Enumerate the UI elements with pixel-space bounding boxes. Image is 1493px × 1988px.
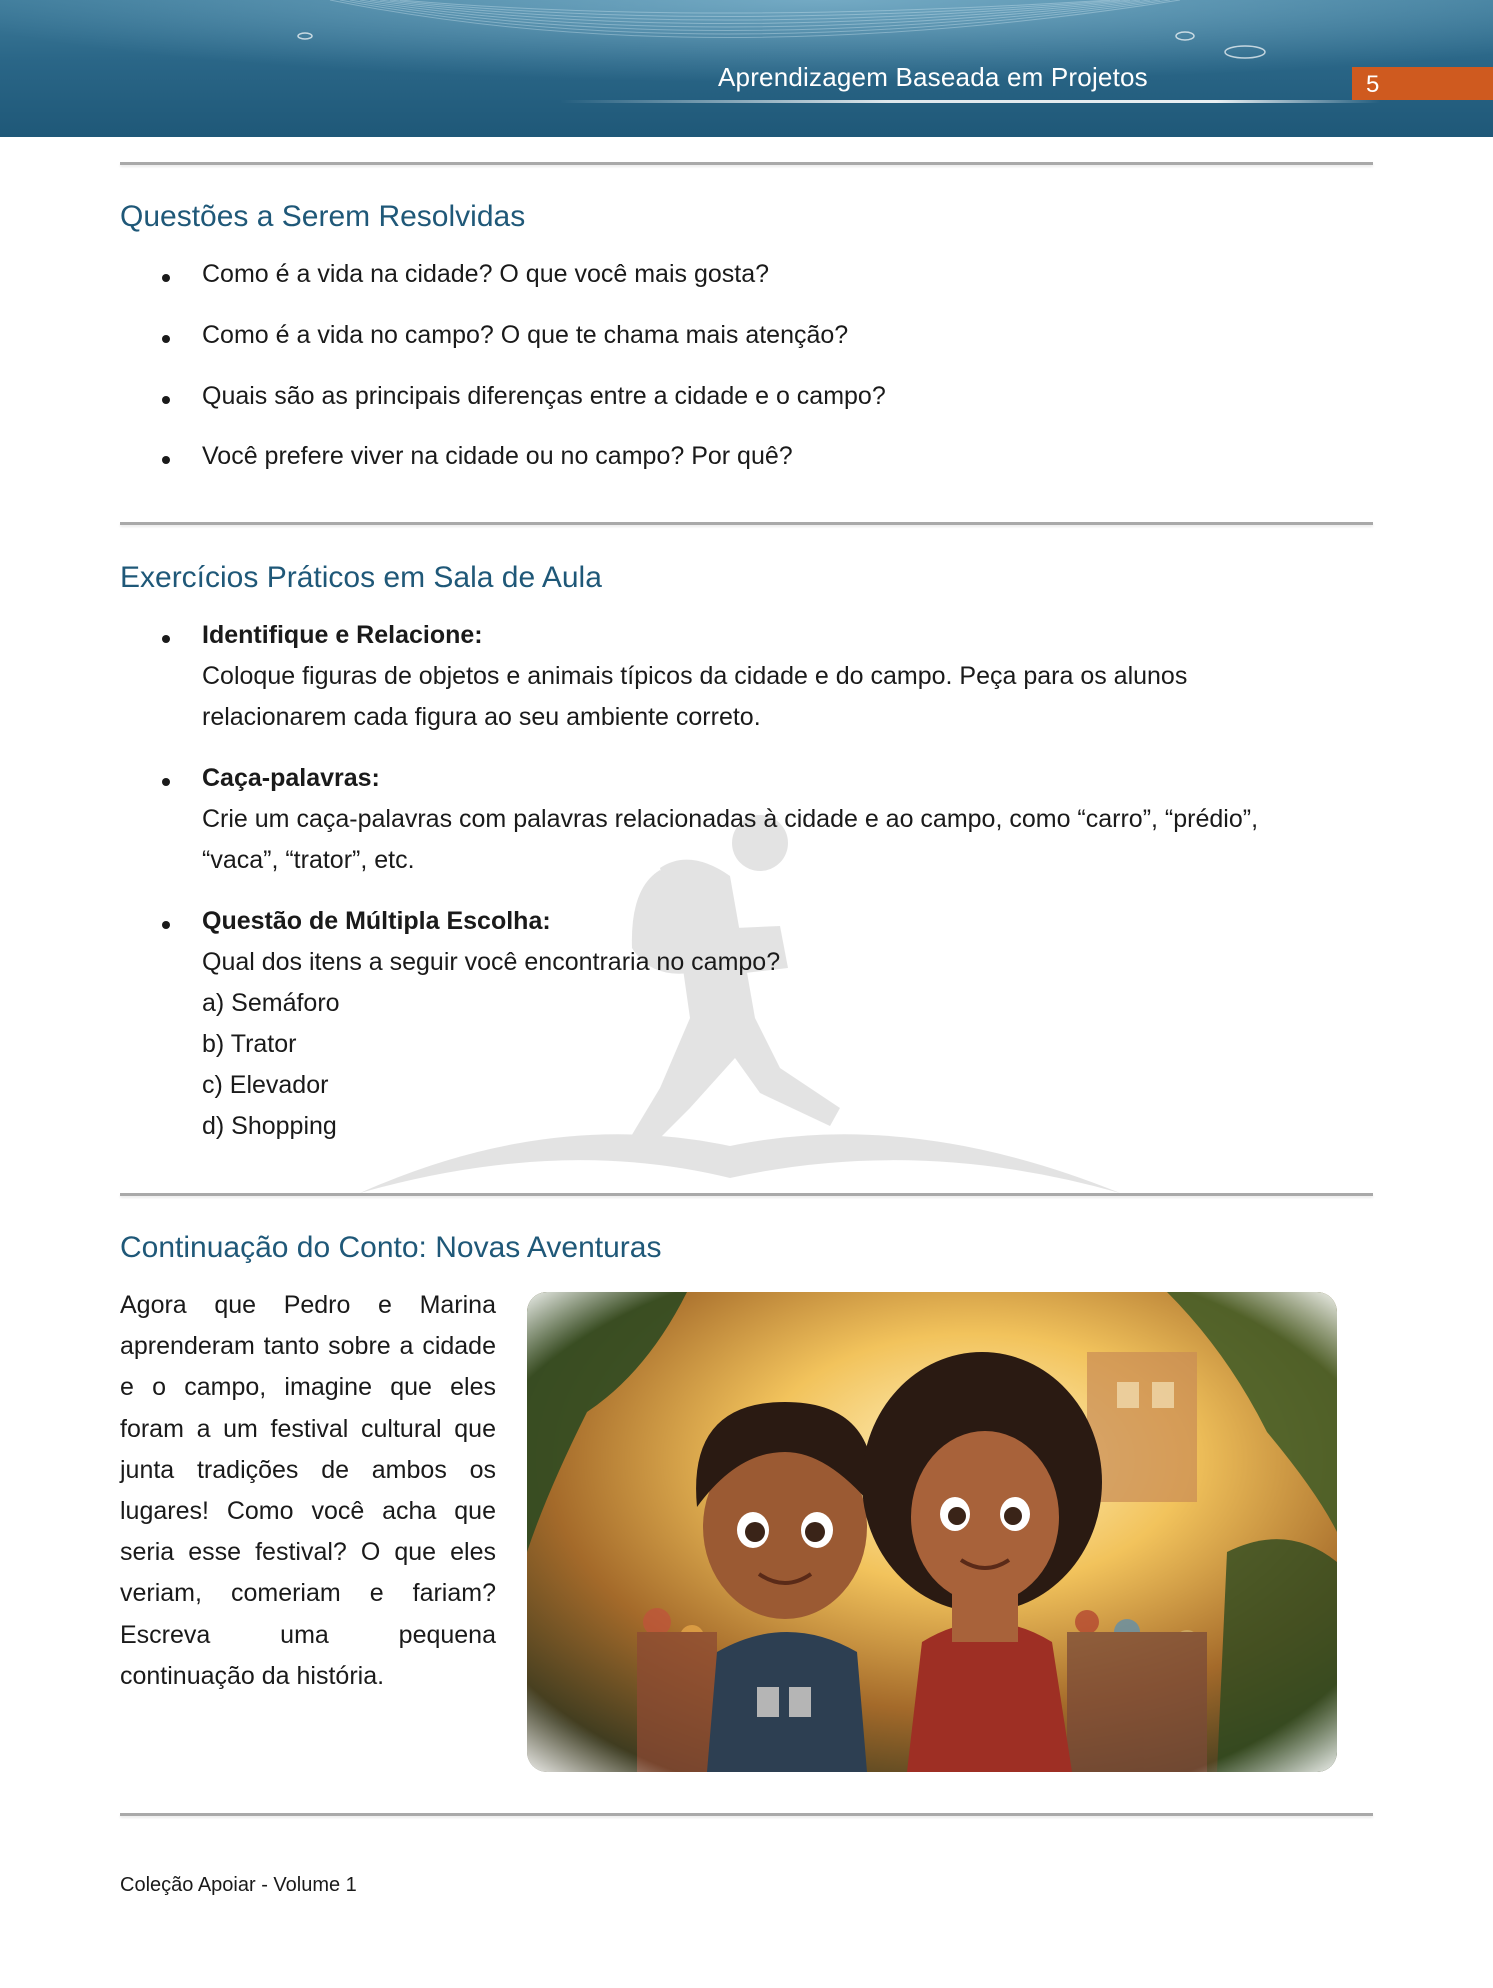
section-divider [120,522,1373,525]
page-header [0,0,1493,137]
question-text: Como é a vida na cidade? O que você mais gosta? [202,260,770,288]
question-text: Como é a vida no campo? O que te chama mais atenção? [202,321,849,349]
exercise-heading: Caça-palavras: [202,764,380,792]
exercise-heading: Questão de Múltipla Escolha: [202,907,551,935]
section-divider [120,162,1373,165]
answer-option: c) Elevador [202,1071,329,1099]
exercise-line: relacionarem cada figura ao seu ambiente correto. [202,703,761,731]
bullet-icon [162,921,170,929]
footer-divider [120,1813,1373,1816]
question-text: Você prefere viver na cidade ou no campo? Por quê? [202,442,793,470]
answer-option: b) Trator [202,1030,297,1058]
exercise-line: Coloque figuras de objetos e animais típicos da cidade e do campo. Peça para os alunos [202,662,1188,690]
answer-option: a) Semáforo [202,989,340,1017]
bullet-icon [162,635,170,643]
children-festival-illustration [527,1292,1337,1772]
exercise-heading: Identifique e Relacione: [202,621,483,649]
bullet-icon [162,274,170,282]
header-divider [560,100,1380,103]
student-book-watermark-icon [360,808,1120,1200]
bullet-icon [162,456,170,464]
story-illustration [527,1292,1337,1772]
exercise-line: “vaca”, “trator”, etc. [202,846,415,874]
section-title-questions: Questões a Serem Resolvidas [120,200,526,233]
story-paragraph: Agora que Pedro e Marina aprenderam tanto sobre a cidade e o campo, imagine que eles foram a um festival cultural que junta tradições de ambos os lugares! Como você acha que seria esse festival? O que eles veriam, comeriam e fariam? Escreva uma pequena continuação da história. [120,1291,496,1690]
bullet-icon [162,396,170,404]
footer-text: Coleção Apoiar - Volume 1 [120,1874,357,1896]
exercise-line: Qual dos itens a seguir você encontraria no campo? [202,948,781,976]
document-header-title: Aprendizagem Baseada em Projetos [718,62,1148,92]
answer-option: d) Shopping [202,1112,337,1140]
page-number: 5 [1352,67,1493,100]
section-title-exercises: Exercícios Práticos em Sala de Aula [120,561,602,594]
question-text: Quais são as principais diferenças entre a cidade e o campo? [202,382,886,410]
section-divider [120,1193,1373,1196]
section-title-story: Continuação do Conto: Novas Aventuras [120,1231,662,1264]
bullet-icon [162,778,170,786]
exercise-line: Crie um caça-palavras com palavras relacionadas à cidade e ao campo, como “carro”, “prédio”, [202,805,1259,833]
bullet-icon [162,335,170,343]
